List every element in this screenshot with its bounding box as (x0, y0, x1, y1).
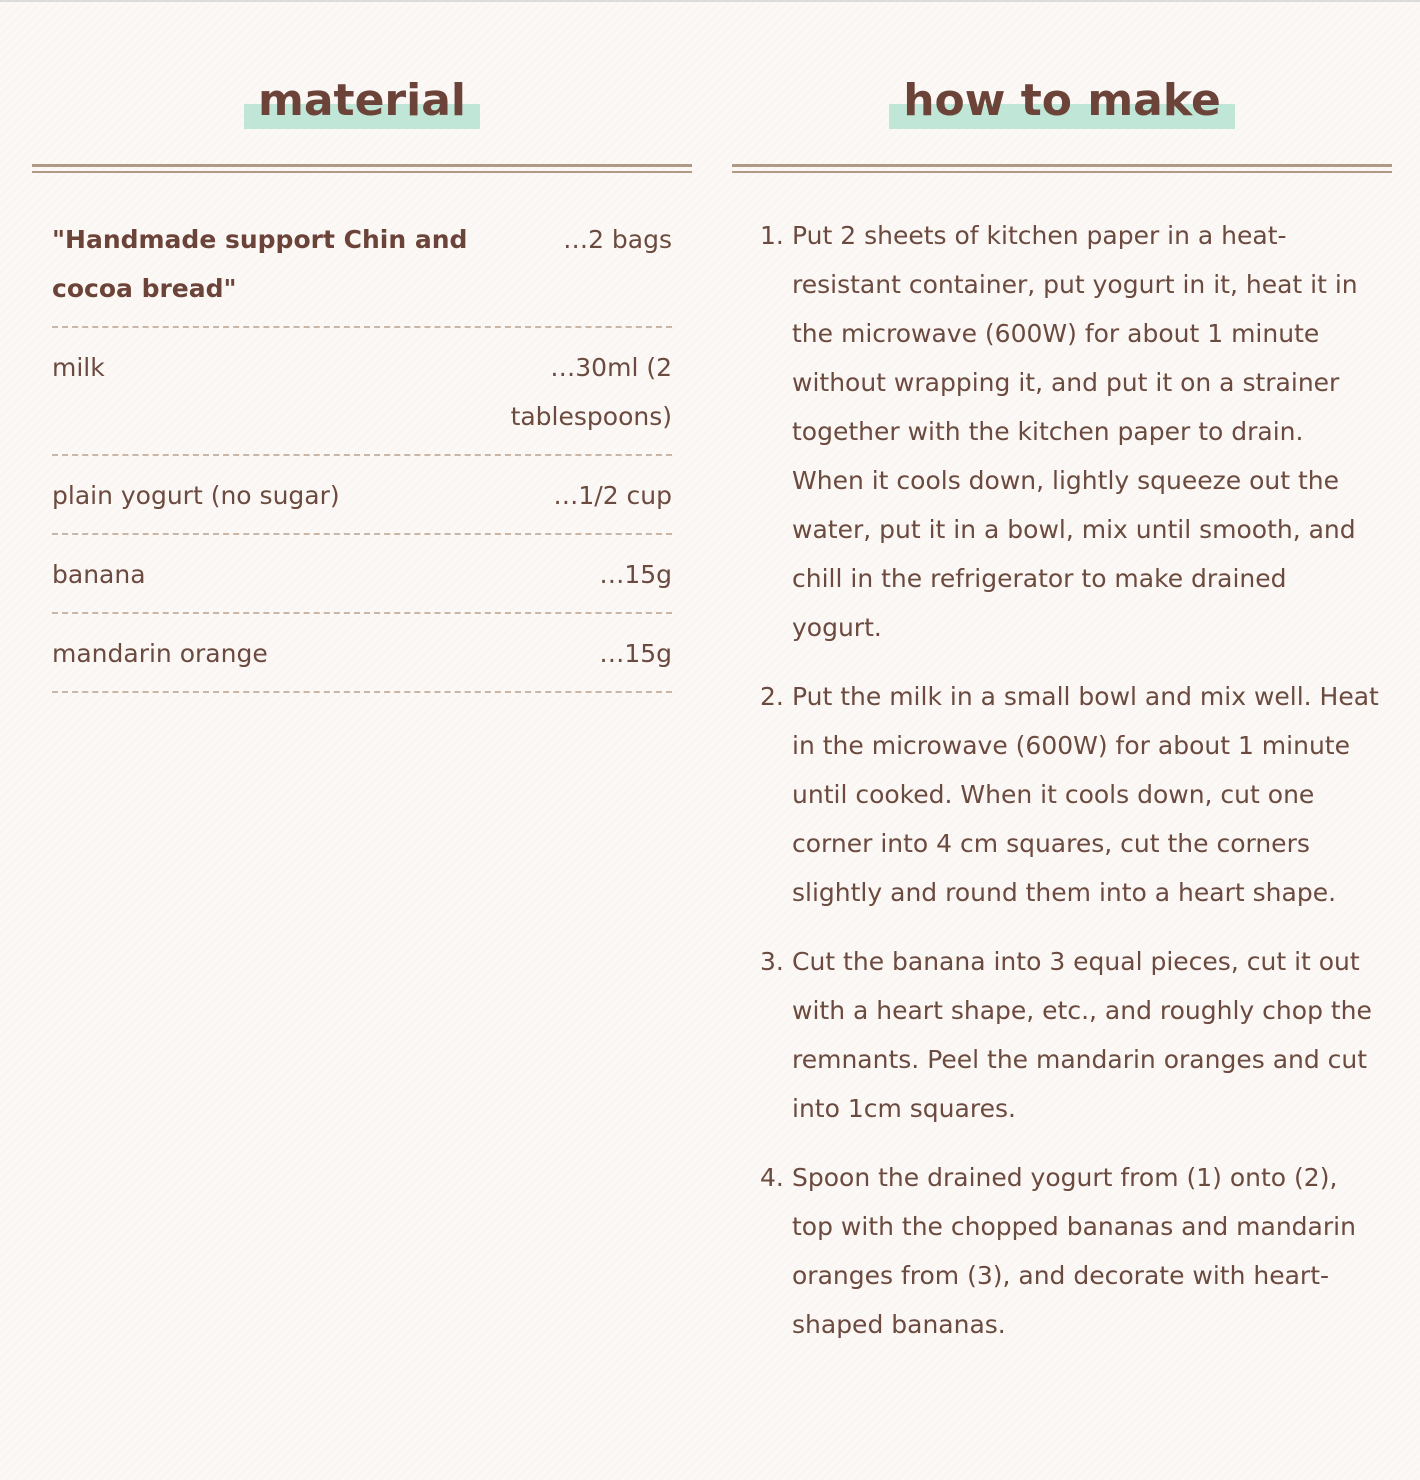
ingredient-name: banana (52, 560, 146, 589)
step-item (760, 672, 1380, 917)
how-to-make-heading: how to make (889, 75, 1235, 127)
step-number: 2. (760, 682, 784, 711)
ingredient-row (52, 469, 672, 535)
material-heading: material (244, 75, 480, 127)
step-list (760, 211, 1380, 1349)
step-number: 4. (760, 1163, 784, 1192)
ingredient-quantity: …15g (599, 639, 672, 668)
how-to-make-heading-wrap (732, 0, 1392, 136)
step-number: 1. (760, 221, 784, 250)
ingredient-row (52, 627, 672, 693)
step-text: Spoon the drained yogurt from (1) onto (2), top with the chopped bananas and mandarin oranges from (3), and decorate with heart-shaped bananas. (792, 1163, 1356, 1339)
step-text: Cut the banana into 3 equal pieces, cut it out with a heart shape, etc., and roughly chop the remnants. Peel the mandarin oranges and cut into 1cm squares. (792, 947, 1372, 1123)
material-heading-wrap (32, 0, 692, 136)
step-item (760, 211, 1380, 652)
ingredient-quantity: …2 bags (563, 225, 672, 254)
ingredient-name: "Handmade support Chin and cocoa bread" (52, 225, 468, 303)
ingredient-quantity: …1/2 cup (553, 481, 672, 510)
step-item (760, 937, 1380, 1133)
ingredient-name: mandarin orange (52, 639, 268, 668)
ingredient-row (52, 548, 672, 614)
ingredient-list (52, 215, 672, 693)
step-number: 3. (760, 947, 784, 976)
how-to-make-divider (732, 164, 1392, 173)
material-divider (32, 164, 692, 173)
material-section (32, 0, 692, 706)
ingredient-name: plain yogurt (no sugar) (52, 481, 340, 510)
step-text: Put 2 sheets of kitchen paper in a heat-resistant container, put yogurt in it, heat it in the microwave (600W) for about 1 minute without wrapping it, and put it on a strainer together with the kitchen paper to drain. When it cools down, lightly squeeze out the water, put it in a bowl, mix until smooth, and chill in the refrigerator to make drained yogurt. (792, 221, 1358, 642)
step-text: Put the milk in a small bowl and mix well. Heat in the microwave (600W) for about 1 minute until cooked. When it cools down, cut one corner into 4 cm squares, cut the corners slightly and round them into a heart shape. (792, 682, 1379, 907)
ingredient-name: milk (52, 353, 105, 382)
ingredient-row (52, 215, 672, 328)
ingredient-quantity: …15g (599, 560, 672, 589)
step-item (760, 1153, 1380, 1349)
ingredient-row (52, 341, 672, 456)
ingredient-quantity: …30ml (2 tablespoons) (510, 353, 672, 431)
how-to-make-section (732, 0, 1392, 1369)
